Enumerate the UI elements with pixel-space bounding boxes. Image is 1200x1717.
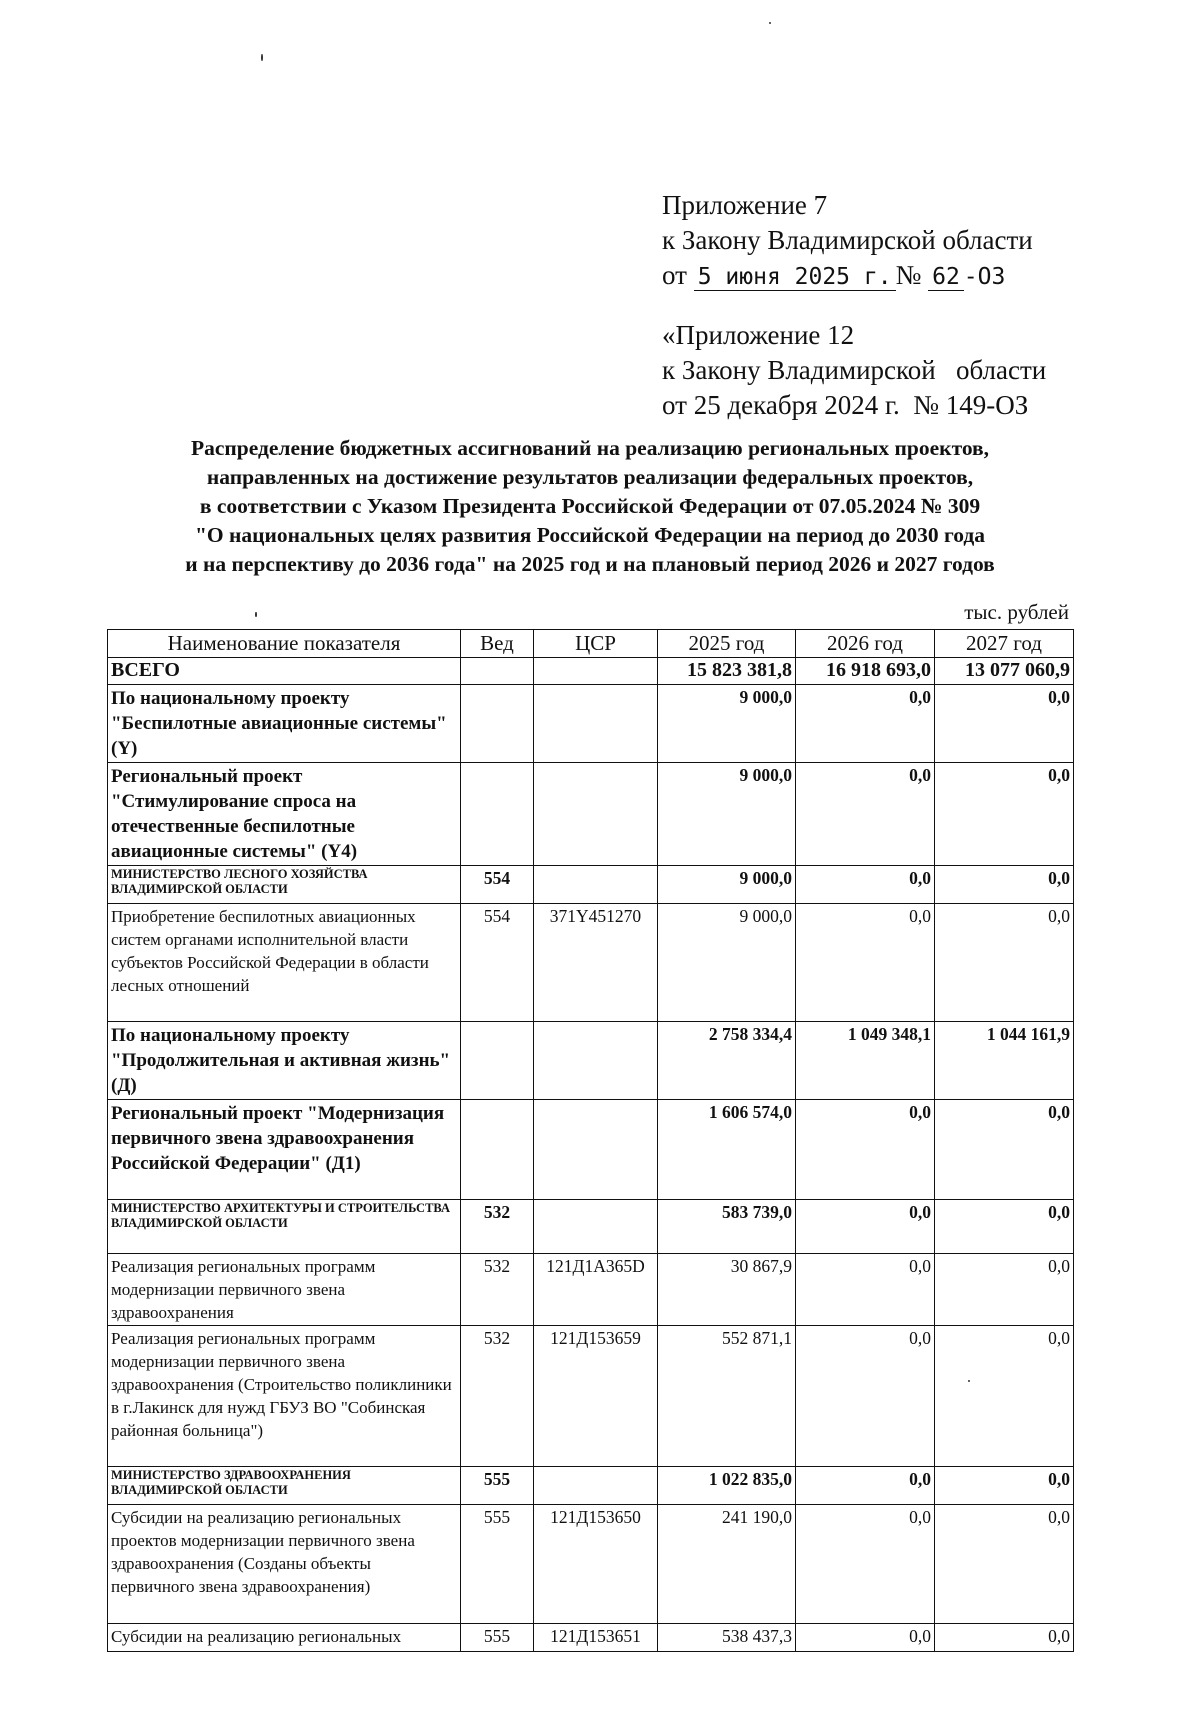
row-2025: 241 190,0	[658, 1505, 796, 1624]
appendix-7-law: к Закону Владимирской области	[662, 225, 1033, 255]
appendix-12-date: от 25 декабря 2024 г. № 149-ОЗ	[662, 390, 1029, 420]
header-2025: 2025 год	[658, 630, 796, 658]
row-csr	[534, 658, 658, 685]
row-2026: 0,0	[796, 1200, 935, 1254]
row-ved	[461, 685, 534, 763]
table-row	[108, 1254, 1074, 1326]
row-2027: 0,0	[935, 685, 1074, 763]
row-csr	[534, 1100, 658, 1200]
header-2027: 2027 год	[935, 630, 1074, 658]
header-name: Наименование показателя	[108, 630, 461, 658]
row-name: По национальному проекту "Продолжительная и активная жизнь" (Д)	[108, 1022, 461, 1100]
row-2027: 0,0	[935, 1100, 1074, 1200]
row-name: МИНИСТЕРСТВО ЛЕСНОГО ХОЗЯЙСТВА ВЛАДИМИРСКОЙ ОБЛАСТИ	[108, 866, 461, 904]
row-2027: 1 044 161,9	[935, 1022, 1074, 1100]
table-row	[108, 763, 1074, 866]
row-ved: 532	[461, 1254, 534, 1326]
appendix-12-block	[662, 318, 1046, 423]
row-ved: 555	[461, 1467, 534, 1505]
appendix-7-title: Приложение 7	[662, 190, 828, 220]
table-row	[108, 1505, 1074, 1624]
header-csr: ЦСР	[534, 630, 658, 658]
row-csr: 371Y451270	[534, 904, 658, 1022]
row-csr	[534, 1467, 658, 1505]
document-title	[60, 434, 1120, 579]
row-2026: 1 049 348,1	[796, 1022, 935, 1100]
table-row	[108, 1326, 1074, 1467]
header-ved: Вед	[461, 630, 534, 658]
row-ved	[461, 658, 534, 685]
title-line-5: и на перспективу до 2036 года" на 2025 год и на плановый период 2026 и 2027 годов	[185, 552, 995, 576]
row-2025: 15 823 381,8	[658, 658, 796, 685]
row-ved: 555	[461, 1624, 534, 1652]
table-row	[108, 904, 1074, 1022]
row-csr	[534, 866, 658, 904]
row-ved: 554	[461, 866, 534, 904]
title-line-3: в соответствии с Указом Президента Российской Федерации от 07.05.2024 № 309	[199, 494, 981, 518]
appendix-12-law: к Закону Владимирской области	[662, 355, 1047, 385]
row-csr	[534, 685, 658, 763]
row-2026: 0,0	[796, 1254, 935, 1326]
appendix-7-number: 62	[928, 264, 964, 291]
row-2025: 1 022 835,0	[658, 1467, 796, 1505]
row-2026: 16 918 693,0	[796, 658, 935, 685]
table-row	[108, 1467, 1074, 1505]
row-2025: 30 867,9	[658, 1254, 796, 1326]
row-name: МИНИСТЕРСТВО АРХИТЕКТУРЫ И СТРОИТЕЛЬСТВА ВЛАДИМИРСКОЙ ОБЛАСТИ	[108, 1200, 461, 1254]
row-name: МИНИСТЕРСТВО ЗДРАВООХРАНЕНИЯ ВЛАДИМИРСКОЙ ОБЛАСТИ	[108, 1467, 461, 1505]
row-csr: 121Д153650	[534, 1505, 658, 1624]
row-ved	[461, 763, 534, 866]
row-2025: 9 000,0	[658, 685, 796, 763]
row-ved	[461, 1100, 534, 1200]
row-2026: 0,0	[796, 1100, 935, 1200]
row-name: По национальному проекту "Беспилотные авиационные системы" (Y)	[108, 685, 461, 763]
row-2026: 0,0	[796, 904, 935, 1022]
table-row	[108, 1200, 1074, 1254]
title-line-2: направленных на достижение результатов реализации федеральных проектов,	[206, 465, 974, 489]
row-2025: 9 000,0	[658, 904, 796, 1022]
row-name: Региональный проект "Модернизация первичного звена здравоохранения Российской Федерации" (Д1)	[108, 1100, 461, 1200]
appendix-7-no-sign: №	[895, 260, 922, 290]
row-2027: 0,0	[935, 1624, 1074, 1652]
row-csr: 121Д153651	[534, 1624, 658, 1652]
row-2025: 552 871,1	[658, 1326, 796, 1467]
appendix-7-block	[662, 188, 1033, 295]
title-line-4: "О национальных целях развития Российской Федерации на период до 2030 года	[194, 523, 986, 547]
row-name: Реализация региональных программ модернизации первичного звена здравоохранения	[108, 1254, 461, 1326]
appendix-12-title: «Приложение 12	[662, 320, 855, 350]
row-2027: 0,0	[935, 904, 1074, 1022]
row-csr	[534, 1022, 658, 1100]
row-ved: 555	[461, 1505, 534, 1624]
appendix-7-date: 5 июня 2025 г.	[694, 264, 896, 291]
row-2025: 1 606 574,0	[658, 1100, 796, 1200]
row-2027: 0,0	[935, 866, 1074, 904]
row-2026: 0,0	[796, 1326, 935, 1467]
budget-table	[107, 629, 1074, 1652]
row-name: Приобретение беспилотных авиационных систем органами исполнительной власти субъектов Российской Федерации в области лесных отношений	[108, 904, 461, 1022]
row-2027: 0,0	[935, 1254, 1074, 1326]
row-2025: 538 437,3	[658, 1624, 796, 1652]
appendix-7-number-suffix: -ОЗ	[963, 264, 1006, 290]
table-header-row	[108, 630, 1074, 658]
table-row	[108, 658, 1074, 685]
row-2025: 2 758 334,4	[658, 1022, 796, 1100]
row-name: Реализация региональных программ модернизации первичного звена здравоохранения (Строительство поликлиники в г.Лакинск для нужд ГБУЗ ВО "Собинская районная больница")	[108, 1326, 461, 1467]
row-csr	[534, 1200, 658, 1254]
table-row	[108, 1100, 1074, 1200]
appendix-7-prefix: от	[662, 260, 687, 290]
row-name: Региональный проект "Стимулирование спроса на отечественные беспилотные авиационные системы" (Y4)	[108, 763, 461, 866]
row-2025: 9 000,0	[658, 763, 796, 866]
row-2027: 0,0	[935, 1326, 1074, 1467]
row-2027: 0,0	[935, 1200, 1074, 1254]
row-name: ВСЕГО	[108, 658, 461, 685]
row-2027: 0,0	[935, 1467, 1074, 1505]
row-csr: 121Д153659	[534, 1326, 658, 1467]
table-row	[108, 1624, 1074, 1652]
row-2025: 583 739,0	[658, 1200, 796, 1254]
scan-speck	[261, 54, 263, 61]
row-csr	[534, 763, 658, 866]
row-2026: 0,0	[796, 763, 935, 866]
scan-speck	[769, 22, 771, 24]
title-line-1: Распределение бюджетных ассигнований на реализацию региональных проектов,	[190, 436, 990, 460]
row-2025: 9 000,0	[658, 866, 796, 904]
table-row	[108, 866, 1074, 904]
row-2026: 0,0	[796, 1624, 935, 1652]
appendix-7-date-line	[662, 258, 1033, 295]
row-ved: 532	[461, 1200, 534, 1254]
scan-speck	[968, 1380, 970, 1382]
row-name: Субсидии на реализацию региональных проектов модернизации первичного звена здравоохранения (Созданы объекты первичного звена здравоохранения)	[108, 1505, 461, 1624]
row-2026: 0,0	[796, 866, 935, 904]
row-2026: 0,0	[796, 685, 935, 763]
row-ved	[461, 1022, 534, 1100]
row-2027: 0,0	[935, 1505, 1074, 1624]
row-csr: 121Д1А365D	[534, 1254, 658, 1326]
row-2026: 0,0	[796, 1505, 935, 1624]
header-2026: 2026 год	[796, 630, 935, 658]
row-ved: 554	[461, 904, 534, 1022]
table-row	[108, 1022, 1074, 1100]
row-2027: 13 077 060,9	[935, 658, 1074, 685]
row-ved: 532	[461, 1326, 534, 1467]
units-label: тыс. рублей	[964, 600, 1069, 624]
scan-speck	[255, 612, 257, 617]
row-name: Субсидии на реализацию региональных	[108, 1624, 461, 1652]
table-row	[108, 685, 1074, 763]
row-2027: 0,0	[935, 763, 1074, 866]
row-2026: 0,0	[796, 1467, 935, 1505]
